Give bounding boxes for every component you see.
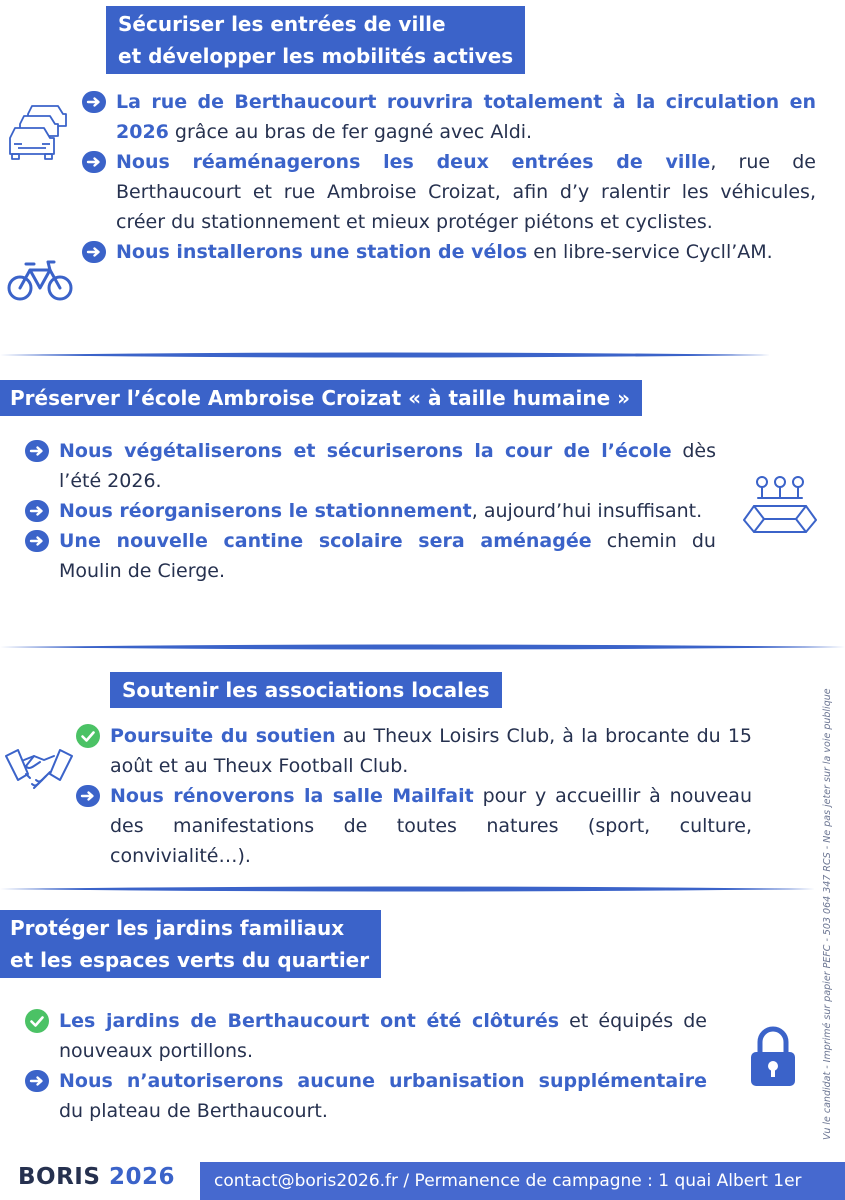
list-item	[59, 1066, 707, 1126]
list-item	[59, 496, 716, 526]
section-1-list	[116, 87, 816, 267]
item-bold-text: Nous rénoverons la salle Mailfait	[110, 785, 474, 807]
cars-icon	[6, 102, 72, 164]
bicycle-icon	[6, 256, 74, 304]
item-bold-text: La rue de Berthaucourt rouvrira totalement à la circulation en 2026	[116, 91, 816, 143]
item-bold-text: Les jardins de Berthaucourt ont été clôturés	[59, 1010, 560, 1032]
section-4-heading	[0, 910, 381, 978]
list-item	[110, 781, 752, 871]
list-item	[110, 721, 752, 781]
item-text: , aujourd’hui insuffisant.	[471, 500, 703, 522]
item-text: et équipés de nouveaux portillons.	[59, 1010, 707, 1062]
item-bold-text: Nous végétaliserons et sécuriserons la cour de l’école	[59, 440, 672, 462]
item-bold-text: Nous réaménagerons les deux entrées de ville	[116, 151, 711, 173]
item-text: chemin du Moulin de Cierge.	[59, 530, 716, 582]
section-3-heading	[110, 672, 502, 708]
arrow-icon	[76, 785, 100, 807]
section-2-heading-line-1: Préserver l’école Ambroise Croizat « à taille humaine »	[10, 386, 631, 410]
item-text: du plateau de Berthaucourt.	[59, 1100, 328, 1122]
section-2-heading	[0, 380, 642, 416]
list-item	[59, 436, 716, 496]
item-bold-text: Une nouvelle cantine scolaire sera aménagée	[59, 530, 592, 552]
brand-year: 2026	[108, 1164, 175, 1190]
section-4-list	[59, 1006, 707, 1126]
section-1-heading-line-2: et développer les mobilités actives	[118, 44, 514, 68]
section-1-heading-line-1: Sécuriser les entrées de ville	[118, 12, 446, 36]
arrow-icon	[25, 1070, 49, 1092]
footer-contact: contact@boris2026.fr / Permanence de campagne : 1 quai Albert 1er	[200, 1162, 845, 1200]
section-3-list	[110, 721, 752, 871]
arrow-icon	[82, 151, 106, 173]
section-3-heading-line-1: Soutenir les associations locales	[122, 678, 490, 702]
section-2-list	[59, 436, 716, 586]
item-text: dès l’été 2026.	[59, 440, 716, 492]
item-text: grâce au bras de fer gagné avec Aldi.	[168, 121, 533, 143]
check-icon	[76, 724, 100, 748]
item-text: , rue de Berthaucourt et rue Ambroise Croizat, afin d’y ralentir les véhicules, créer du stationnement et mieux protéger piétons et cyclistes.	[116, 151, 816, 233]
brand-logo	[18, 1164, 175, 1190]
item-bold-text: Nous réorganiserons le stationnement	[59, 500, 472, 522]
list-item	[59, 526, 716, 586]
item-bold-text: Poursuite du soutien	[110, 725, 336, 747]
item-bold-text: Nous n’autoriserons aucune urbanisation supplémentaire	[59, 1070, 707, 1092]
list-item	[59, 1006, 707, 1066]
item-text: pour y accueillir à nouveau des manifestations de toutes natures (sport, culture, convivialité…).	[110, 785, 752, 867]
section-divider	[0, 350, 770, 360]
list-item	[116, 87, 816, 147]
arrow-icon	[25, 530, 49, 552]
section-divider	[0, 884, 815, 894]
item-text: au Theux Loisirs Club, à la brocante du 15 août et au Theux Football Club.	[110, 725, 752, 777]
arrow-icon	[25, 500, 49, 522]
schoolyard-icon	[740, 472, 820, 536]
item-bold-text: Nous installerons une station de vélos	[116, 241, 528, 263]
arrow-icon	[82, 91, 106, 113]
padlock-icon	[748, 1026, 798, 1088]
list-item	[116, 237, 816, 267]
legal-notice: Vu le candidat - Imprimé sur papier PEFC - 503 064 347 RCS - Ne pas jeter sur la voie publique	[822, 688, 833, 1140]
handshake-icon	[4, 738, 74, 794]
list-item	[116, 147, 816, 237]
check-icon	[25, 1009, 49, 1033]
arrow-icon	[82, 241, 106, 263]
section-4-heading-line-2: et les espaces verts du quartier	[10, 948, 370, 972]
brand-name: BORIS	[18, 1164, 101, 1190]
section-4-heading-line-1: Protéger les jardins familiaux	[10, 916, 345, 940]
arrow-icon	[25, 440, 49, 462]
section-1-heading	[106, 6, 525, 74]
section-divider	[0, 642, 845, 652]
item-text: en libre-service Cycll’AM.	[527, 241, 773, 263]
